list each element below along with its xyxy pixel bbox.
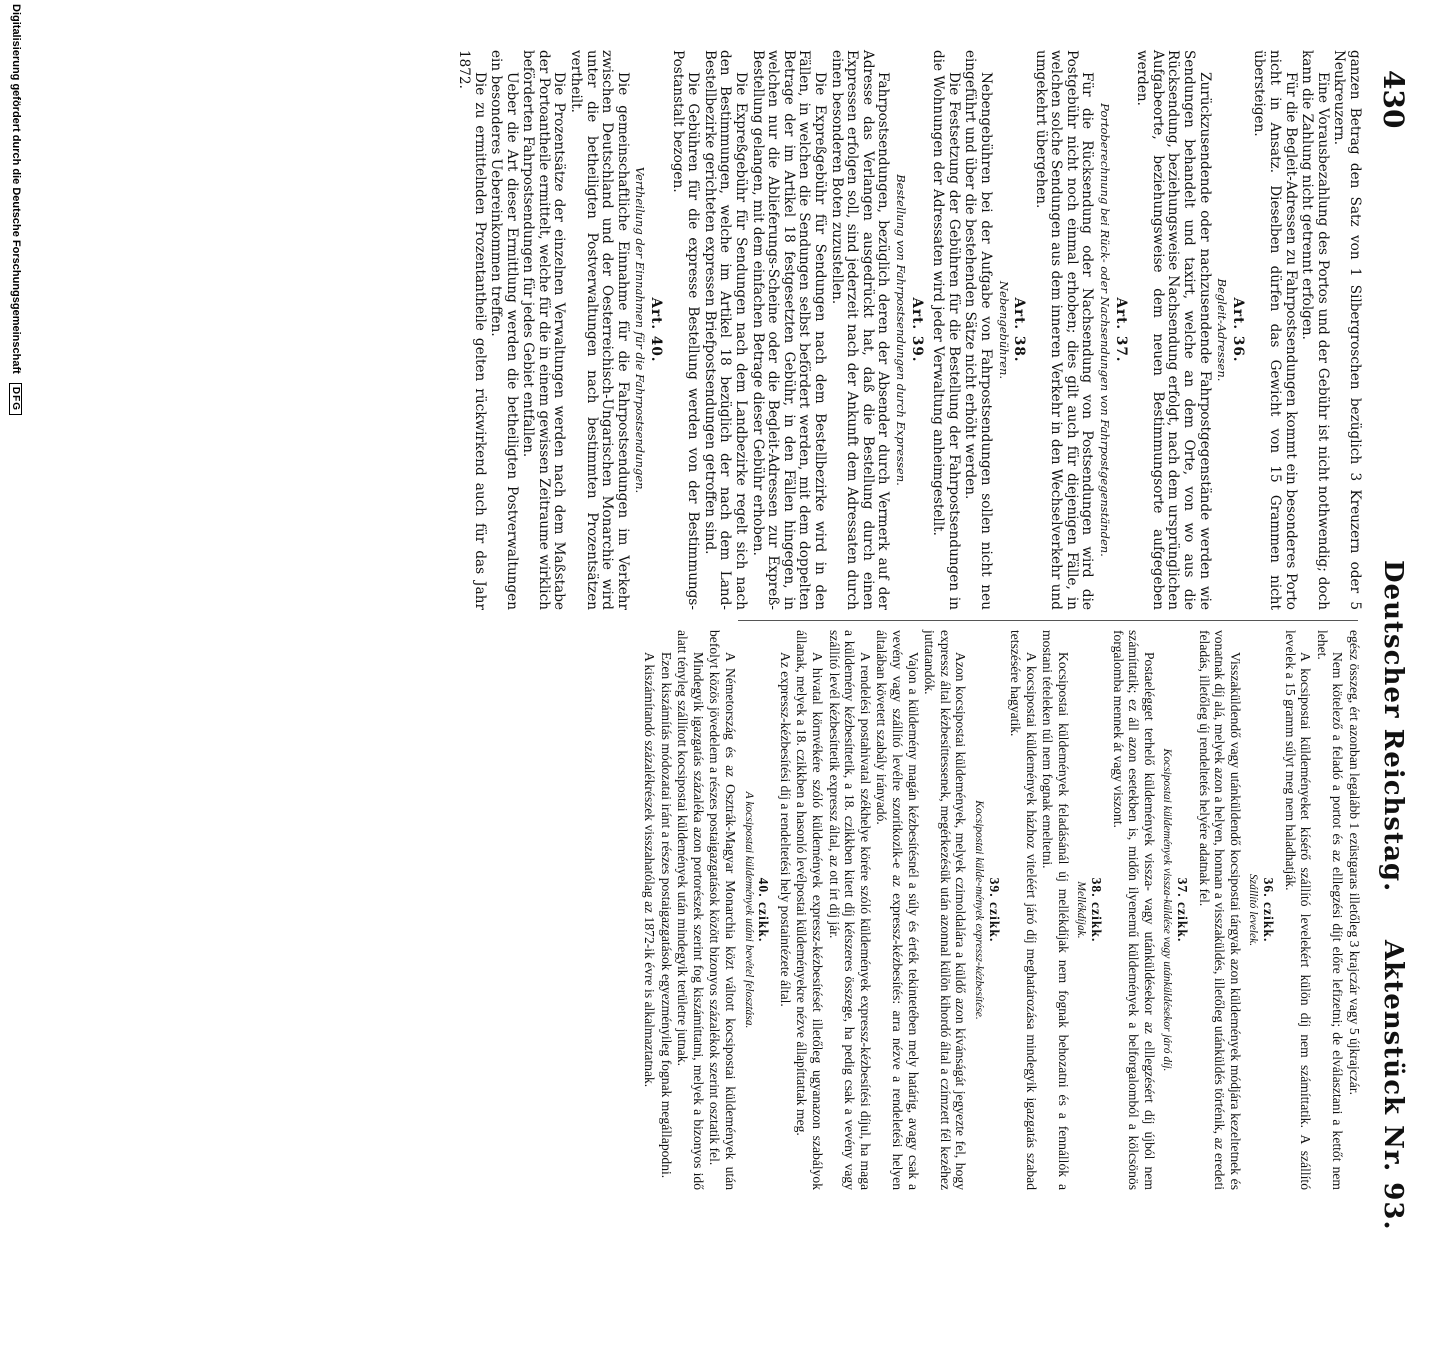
article-subtitle: Kocsipostai küldemények vissza-küldése vagy utánküldésekor járó díj. [1161,748,1174,1072]
paragraph: Für die Rücksendung oder Nachsendung von Postsendungen wird die Postgebühr nicht noch einmal erhoben; dies gilt auch für diejenigen Fälle, in welchen solche Sendungen aus dem inneren Verkehr in den Wechselverkehr und umgekehrt übergehen. [1032,50,1096,610]
column-divider [738,620,1358,621]
page-header [1370,70,1410,1350]
article-subtitle: Mellékdíjak. [1075,881,1088,939]
paragraph: Postaelégget terhelő küldemények vissza- vagy utánküldésekor az elllegzésért díj újból nem számíttatik; ez áll azon esetekben is, midőn ilyenemű küldemények a belforgalomból a kölcsönös forgalomba mennek át vagy viszont. [1110,630,1157,1190]
paragraph: Die gemeinschaftliche Einnahme für die Fahrpostsendungen im Verkehr zwischen Deutschland und der Oesterreichisch-Ungarischen Monarchie wird unter die betheiligten Postverwaltungen nach bestimmten Prozentsätzen vertheilt. [568,50,631,610]
paragraph: Kocsipostai küldemények feladásánál új mellékdíjak nem fognak behozatni és a fennállók a mostani tételeken túl nem fognak emeltetni. [1040,630,1071,1190]
document-issue: Aktenstück Nr. 93. [1378,940,1408,1231]
paragraph: Ueber die Art dieser Ermittlung werden die betheiligten Postverwaltungen ein besonderes Uebereinkommen treffen. [488,50,520,610]
paragraph: Die zu ermittelnden Prozentantheile gelten rückwirkend auch für das Jahr 1872. [455,50,488,610]
article-heading: 36. czikk. [1261,877,1277,943]
paragraph: Die Expreßgebühr für Sendungen nach dem Landbezirke regelt sich nach den Bestimmungen, welche im Artikel 18 bezüglich der nach dem Land-Bestellbezirke gerichteten expressen Briefpostsendungen getroffen sind. [701,50,750,610]
dfg-logo: DFG [9,383,22,415]
paragraph: Nebengebühren bei der Aufgabe von Fahrpostsendungen sollen nicht neu eingeführt und über die bestehenden Sätze nicht erhöht werden. [962,50,994,610]
article-heading: Art. 40. [648,297,665,363]
article-subtitle: Kocsipostai külde-mények expressz-kézbesítése. [972,800,985,1020]
publication-title: Deutscher Reichstag. [1378,560,1408,893]
hungarian-column [640,630,1362,1190]
article-heading: Art. 36. [1229,297,1246,363]
paragraph: Nem kötelező a feladó a portot és az elllegzési díjt előre lefizetni; de elválasztani a kettőt nem lehet. [1314,630,1346,1190]
article-subtitle: Vertheilung der Einnahmen für die Fahrpostsendungen. [633,166,648,494]
paragraph: Die Festsetzung der Gebühren für die Bestellung der Fahrpostsendungen in die Wohnungen der Adressaten wird jeder Verwaltung anheimgestellt. [930,50,962,610]
article-heading: 37. czikk. [1175,877,1191,943]
article-heading: Art. 39. [908,297,925,363]
paragraph: Visszaküldendő vagy utánküldendő kocsipostai tárgyak azon küldemények módjára kezeltetnek és vonatnak díj alá, melyek azon a helyen, honnan a visszaküldés, illetőleg utánküldés történik, az eredeti feladás, illetőleg új rendeltetés helyére adatnak fel. [1196,630,1243,1190]
paragraph: Azon kocsipostai küldemények, melyek czimoldalára a küldő azon kívánságát jegyezte fel, hogy expressz által kézbesíttessenek, megérkezésük után azonnal külön kihordó által a czímzett fél kezéhez juttatandók. [922,630,969,1190]
page-number: 430 [1377,70,1410,129]
paragraph: A Németország és az Osztrák-Magyar Monarchia közt váltott kocsipostai küldemények után befolyt közös jövedelem a részes postaigazgatások között bizonyos százalékok szerint osztatik fel. [707,630,739,1190]
article-subtitle: Begleit-Adressen. [1215,278,1230,382]
article-heading: Art. 37. [1112,297,1129,363]
paragraph: Zurückzusendende oder nachzusendende Fahrpostgegenstände werden wie Sendungen behandelt und taxirt, welche an dem Orte, von wo aus die Rücksendung, beziehungsweise Nachsendung erfolgt, nach dem ursprünglichen Aufgabeorte, beziehungsweise dem neuen Bestimmungsorte aufgegeben werden. [1134,50,1213,610]
paragraph: Ezen kiszámítás módozatai iránt a részes postaigazgatások egyezményileg fognak megállapodni. [658,652,674,1179]
paragraph: A hivatal körnvékére szóló küldemények expressz-kézbesítését illetőleg ugyanazon szabályok állanak, melyek a 18. czikkben a hasonló levélpostai küldeményekre nézve állapíttattak meg. [794,630,825,1190]
article-heading: 39. czikk. [986,877,1002,943]
article-heading: 38. czikk. [1089,877,1105,943]
article-heading: 40. czikk. [756,877,772,943]
paragraph: Az expressz-kézbesítési díj a rendeltetési hely postaintézete által. [777,652,793,1007]
article-subtitle: Bestellung von Fahrpostsendungen durch Expressen. [893,174,908,486]
digitization-credit [9,0,22,1004]
credit-text: Digitalisierung gefördert durch die Deutsche Forschungsgemeinschaft [10,4,22,374]
paragraph: A kocsipostai küldeményeket kísérő szállító levelekért külön díj nem számíttatik. A szállító levelek a 15 gramm súlyt meg nem haladhatják. [1282,630,1314,1190]
german-column [454,50,1362,610]
article-subtitle: Nebengebühren. [996,280,1011,380]
paragraph: egész összeg, ért azonban legalább 1 ezüstgaras illetőleg 3 krajczár vagy 5 újkrajczár. [1347,630,1362,1095]
paragraph: Die Gebühren für die expresse Bestellung werden von der Bestimmungs-Postanstalt bezogen. [669,50,702,610]
paragraph: Vajon a küldemény magán kézbesítésnél a súly és érték tekintetében mely határig, avagy csak a vevény vagy szállító levélre szorítkozik-e az expressz-kézbesítés: arra nézve a rendeletési helyen általában követett szabály irányadó. [874,630,921,1190]
article-heading: Art. 38. [1011,297,1028,363]
paragraph: Die Prozentsätze der einzelnen Verwaltungen werden nach dem Maßstabe der Portoantheile ermittelt, welche für die in einem gewissen Zeitraume wirklich beförderten Fahrpostsendungen für jedes Gebiet entfallen. [520,50,568,610]
paragraph: Eine Vorausbezahlung des Portos und der Gebühr ist nicht nothwendig; doch kann die Zahlung nicht getrennt erfolgen. [1299,50,1331,610]
paragraph: Für die Begleit-Adressen zu Fahrpostsendungen kommt ein besonderes Porto nicht in Ansatz. Dieselben dürfen das Gewicht von 15 Grammen nicht übersteigen. [1251,50,1299,610]
paragraph: Fahrpostsendungen, bezüglich deren der Absender durch Vermerk auf der Adresse das Verlangen ausgedrückt hat, daß die Bestellung durch einen Expressen erfolgen soll, sind jederzeit nach der Ankunft dem Adressaten durch einen besonderen Boten zuzustellen. [828,50,892,610]
article-subtitle: Portoberechnung bei Rück- oder Nachsendungen von Fahrpostgegenständen. [1098,103,1113,557]
paragraph: A rendelési postahivatal székhelye körére szóló küldemények expressz-kézbesítési díjul, ha maga a küldemény kézbesíttetik, a 18. czikkben kitett díj kétszeres összege, ha pedig csak a vevény vagy szállító levél kézbesíttetik expressz által, az ott írt díj jár. [826,630,873,1190]
paragraph: Die Expreßgebühr für Sendungen nach dem Bestellbezirke wird in den Fällen, in welchen die Sendungen selbst befördert werden, mit dem doppelten Betrage der im Artikel 18 festgesetzten Gebühr, in den Fällen hingegen, in welchen nur die Ablieferungs-Scheine oder die Begleit-Adressen zur Expreß-Bestellung gelangen, mit dem einfachen Betrage dieser Gebühr erhoben. [749,50,828,610]
paragraph: A kiszámítandó százalékrészek visszahatólag az 1872-ik évre is alkalmaztatnak. [642,652,658,1088]
paragraph: Mindegyik igazgatás százaléka azon portorészek szerint fog kiszámíttatni, melyek a bizonyos idő alatt tényleg szállított kocsipostai küldemények után mindegyik területre jutnak. [675,630,706,1190]
paragraph: ganzen Betrag den Satz von 1 Silbergroschen bezüglich 3 Kreuzern oder 5 Neukreuzern. [1331,50,1363,610]
paragraph: A kocsipostai küldemények házhoz viteléért járó díj meghatározása mindegyik igazgatás szabad tetszésére hagyatik. [1008,630,1039,1190]
article-subtitle: A kocsipostai küldemények utáni bevétel felosztása. [742,791,755,1029]
article-subtitle: Szállító levelek. [1247,873,1260,947]
